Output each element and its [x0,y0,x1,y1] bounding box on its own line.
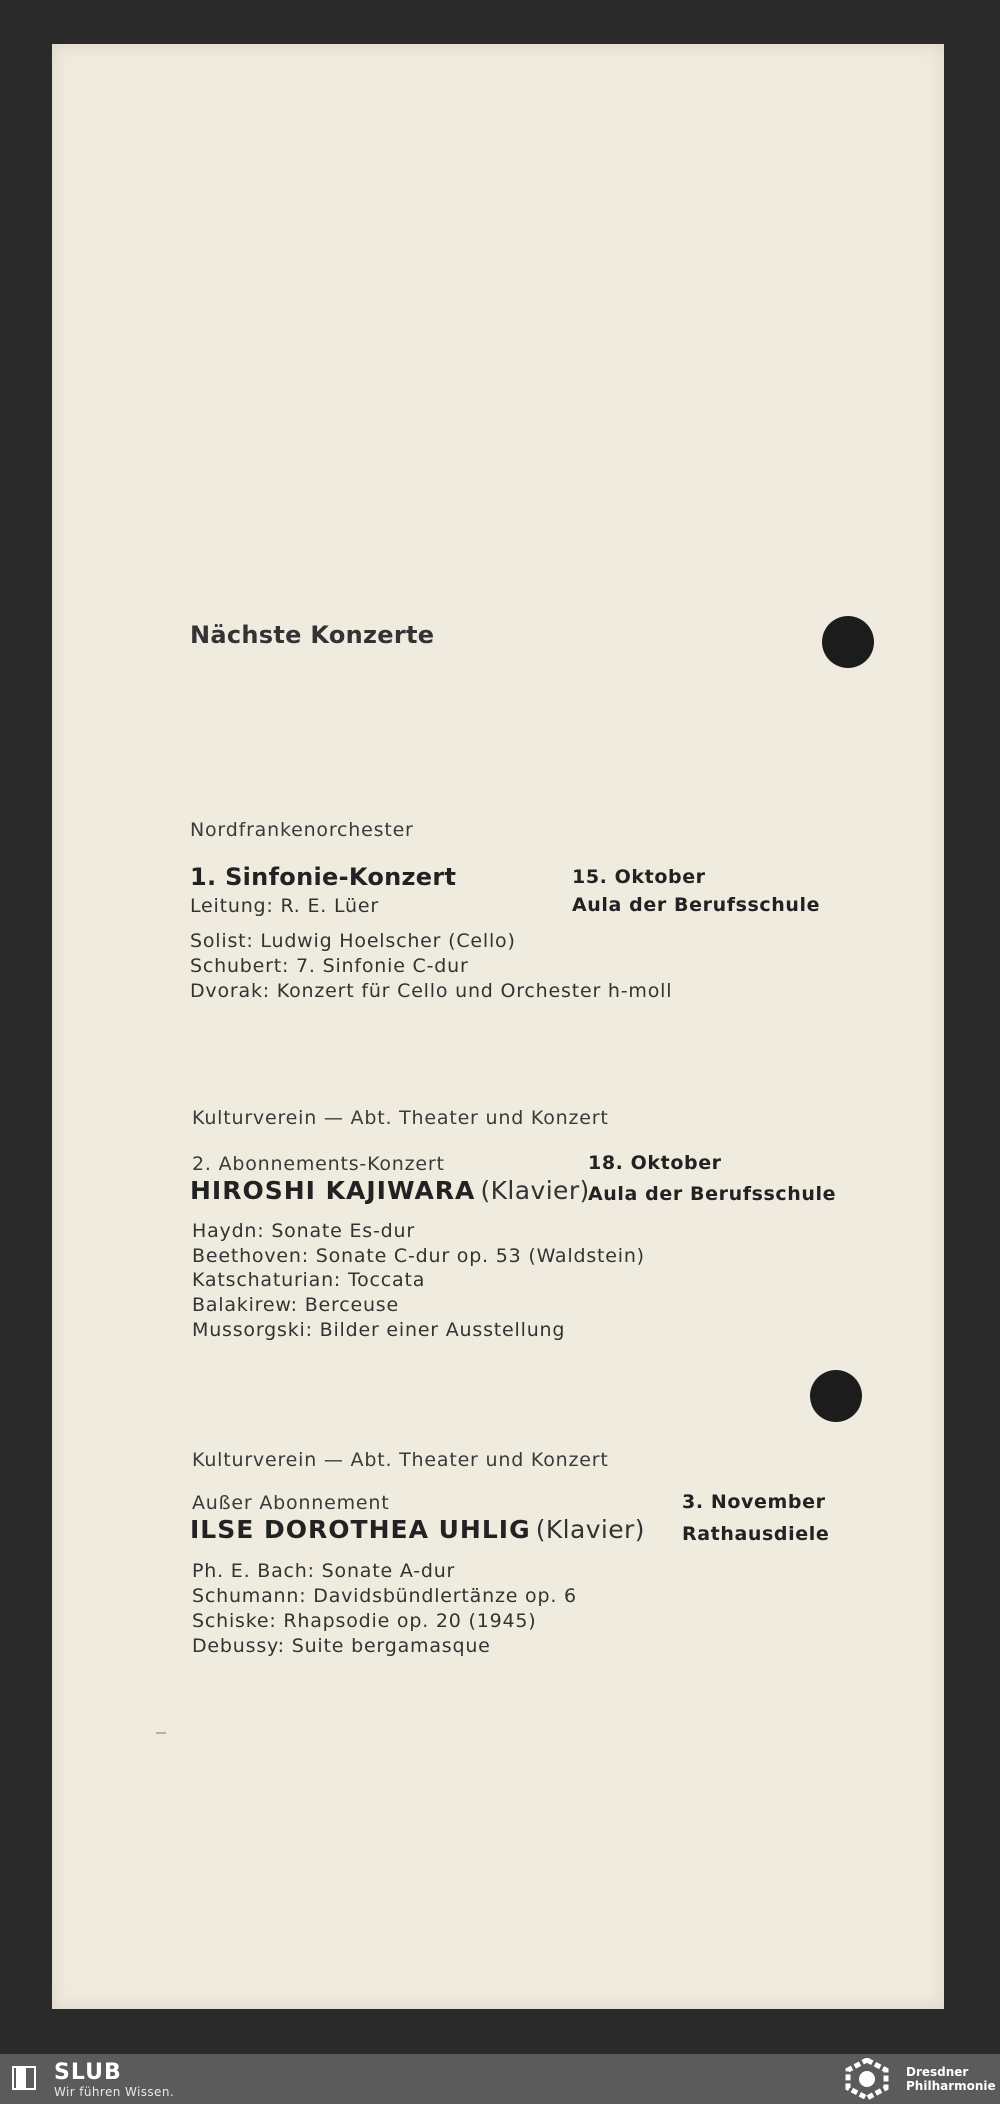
concert2-instrument: (Klavier) [480,1176,590,1205]
concert2-artist: HIROSHI KAJIWARA [190,1176,476,1205]
viewer-footer [0,2054,1000,2104]
concert3-artist: ILSE DOROTHEA UHLIG [190,1515,531,1544]
library-name[interactable]: SLUB [54,2060,122,2085]
concert2-venue: Aula der Berufsschule [588,1183,837,1205]
library-tagline: Wir führen Wissen. [54,2085,175,2099]
concert2-program-5: Mussorgski: Bilder einer Ausstellung [192,1319,566,1341]
philharmonie-logo-icon [842,2058,892,2100]
partner-line-2: Philharmonie [906,2079,996,2093]
concert1-title: 1. Sinfonie-Konzert [190,863,457,891]
concert3-series: Außer Abonnement [192,1492,390,1514]
concert3-artist-line [190,1515,645,1544]
concert3-venue: Rathausdiele [682,1523,830,1545]
punch-hole-top [822,616,874,668]
concert1-conductor: Leitung: R. E. Lüer [190,895,379,917]
concert3-organizer: Kulturverein — Abt. Theater und Konzert [192,1449,609,1471]
paper-mark [156,1732,166,1734]
concert3-program-1: Ph. E. Bach: Sonate A-dur [192,1560,456,1582]
concert3-instrument: (Klavier) [535,1515,645,1544]
concert2-date: 18. Oktober [588,1152,722,1174]
concert1-date: 15. Oktober [572,866,706,888]
concert1-organizer: Nordfrankenorchester [190,819,414,841]
partner-line-1: Dresdner [906,2065,969,2079]
concert2-program-1: Haydn: Sonate Es-dur [192,1220,415,1242]
program-page [52,44,944,2009]
concert2-organizer: Kulturverein — Abt. Theater und Konzert [192,1107,609,1129]
concert3-date: 3. November [682,1491,826,1513]
partner-name[interactable] [906,2065,996,2093]
punch-hole-bottom [810,1370,862,1422]
concert3-program-2: Schumann: Davidsbündlertänze op. 6 [192,1585,577,1607]
page-heading: Nächste Konzerte [190,621,435,649]
concert1-venue: Aula der Berufsschule [572,894,821,916]
concert2-program-4: Balakirew: Berceuse [192,1294,399,1316]
concert3-program-3: Schiske: Rhapsodie op. 20 (1945) [192,1610,537,1632]
concert2-artist-line [190,1176,590,1205]
concert1-program-2: Schubert: 7. Sinfonie C-dur [190,955,469,977]
concert1-program-1: Solist: Ludwig Hoelscher (Cello) [190,930,516,952]
concert3-program-4: Debussy: Suite bergamasque [192,1635,491,1657]
concert1-program-3: Dvorak: Konzert für Cello und Orchester h-moll [190,980,673,1002]
concert2-series: 2. Abonnements-Konzert [192,1153,445,1175]
concert2-program-2: Beethoven: Sonate C-dur op. 53 (Waldstein) [192,1245,645,1267]
book-icon [12,2065,36,2091]
concert2-program-3: Katschaturian: Toccata [192,1269,426,1291]
